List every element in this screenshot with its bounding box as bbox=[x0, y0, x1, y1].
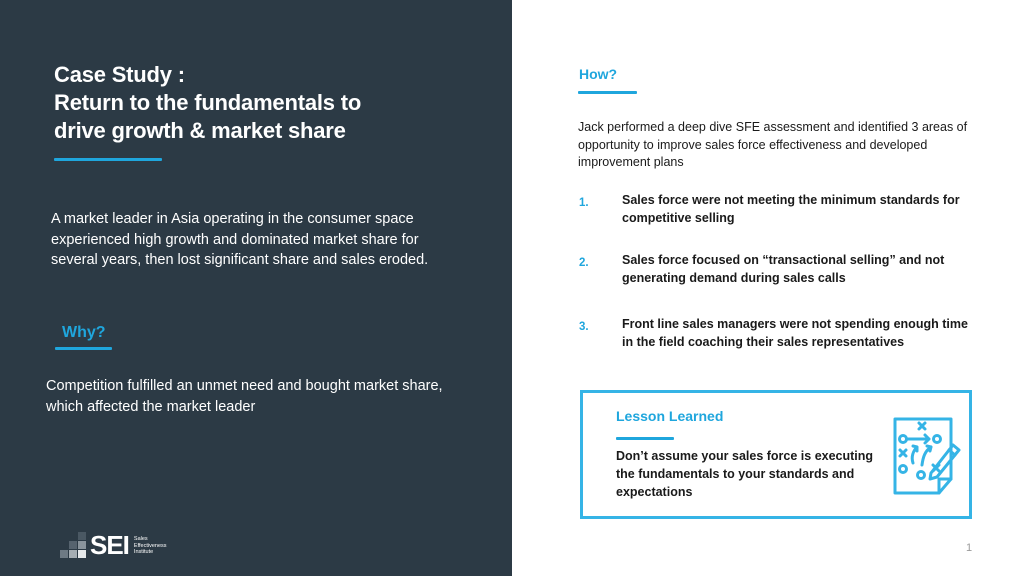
title-line: Case Study : bbox=[54, 62, 185, 87]
logo-subtitle-line: Institute bbox=[133, 549, 154, 556]
intro-paragraph: A market leader in Asia operating in the consumer space experienced high growth and dominated market share for several years, then lost significant share and sales eroded. bbox=[51, 211, 429, 268]
why-text: Competition fulfilled an unmet need and bought market share, which affected the market leader bbox=[46, 378, 443, 415]
list-number: 1. bbox=[579, 197, 589, 209]
why-underline bbox=[55, 347, 112, 350]
list-text: Sales force were not meeting the minimum standards for competitive selling bbox=[622, 193, 960, 225]
lesson-learned-box bbox=[580, 390, 972, 519]
why-heading: Why? bbox=[62, 324, 106, 341]
logo-subtitle-line: Sales bbox=[133, 536, 148, 543]
pixel-mark-icon bbox=[60, 532, 86, 558]
slide-title bbox=[54, 61, 474, 145]
page-number: 1 bbox=[966, 542, 973, 554]
lesson-underline bbox=[616, 437, 674, 440]
strategy-playbook-icon bbox=[891, 415, 961, 497]
logo-subtitle-line: Effectiveness bbox=[133, 542, 167, 549]
logo-subtitle bbox=[134, 536, 167, 556]
lesson-title: Lesson Learned bbox=[616, 408, 724, 424]
sei-logo bbox=[60, 530, 167, 560]
how-heading: How? bbox=[579, 66, 618, 82]
lesson-text: Don’t assume your sales force is executing the fundamentals to your standards and expectations bbox=[616, 449, 874, 499]
logo-wordmark: SEI bbox=[90, 530, 129, 560]
how-intro: Jack performed a deep dive SFE assessment and identified 3 areas of opportunity to improve sales force effectiveness and developed improvement plans bbox=[578, 120, 968, 169]
list-text: Front line sales managers were not spending enough time in the field coaching their sales representatives bbox=[622, 317, 968, 349]
title-underline bbox=[54, 158, 162, 161]
list-text: Sales force focused on “transactional selling” and not generating demand during sales calls bbox=[622, 253, 945, 285]
title-line: Return to the fundamentals to bbox=[54, 90, 362, 115]
how-underline bbox=[578, 91, 637, 94]
list-number: 2. bbox=[579, 257, 589, 269]
title-line: drive growth & market share bbox=[54, 118, 346, 143]
list-number: 3. bbox=[579, 321, 589, 333]
